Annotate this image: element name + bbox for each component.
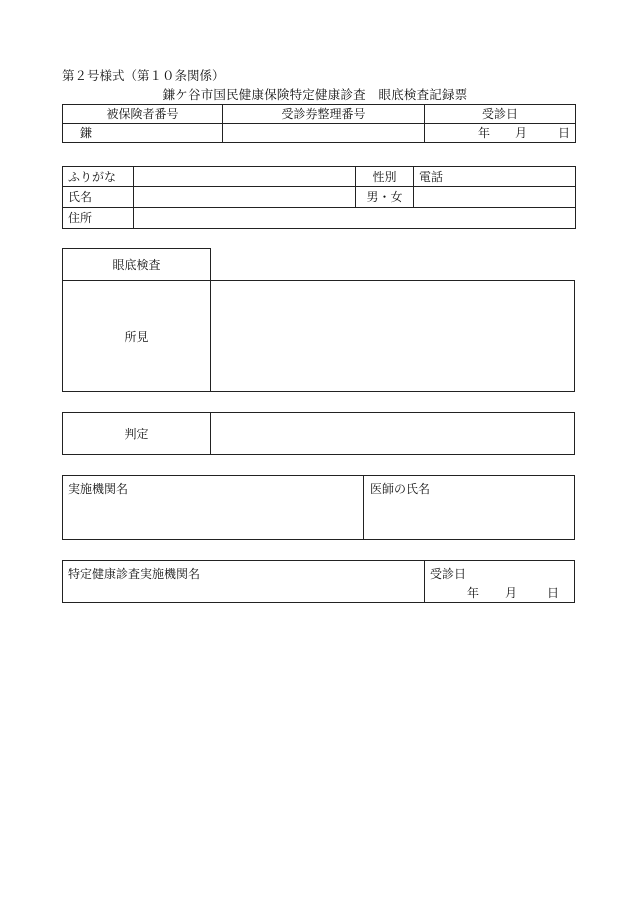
specific-checkup-box	[62, 560, 575, 603]
findings-label: 所見	[124, 329, 149, 344]
exam-year-label: 年	[478, 126, 491, 140]
furigana-label: ふりがな	[63, 167, 134, 187]
facility-box	[62, 475, 575, 540]
findings-label-cell	[63, 281, 211, 391]
findings-field[interactable]	[211, 281, 574, 391]
checkup-facility-label: 特定健康診査実施機関名	[68, 567, 201, 581]
phone-label: 電話	[414, 167, 576, 187]
doctor-name-field[interactable]	[364, 476, 574, 539]
header-table	[62, 104, 576, 143]
voucher-number-header: 受診券整理番号	[223, 105, 425, 124]
exam-date-field[interactable]	[425, 124, 576, 143]
voucher-number-field[interactable]	[223, 124, 425, 143]
checkup-date-label: 受診日	[430, 567, 467, 581]
sex-options[interactable]: 男・女	[356, 187, 414, 208]
page-title: 鎌ケ谷市国民健康保険特定健康診査 眼底検査記録票	[162, 87, 468, 102]
form-number: 第２号様式（第１０条関係）	[62, 68, 225, 83]
address-field[interactable]	[134, 208, 576, 229]
judgment-label: 判定	[124, 427, 149, 441]
checkup-month-label: 月	[505, 586, 518, 600]
insured-number-header: 被保険者番号	[63, 105, 223, 124]
insured-number-field[interactable]	[63, 124, 223, 143]
sex-label: 性別	[356, 167, 414, 187]
facility-name-field[interactable]	[63, 476, 364, 539]
exam-day-label: 日	[558, 126, 571, 140]
name-field[interactable]	[134, 187, 356, 208]
judgment-label-cell	[63, 413, 211, 454]
judgment-box	[62, 412, 575, 455]
exam-month-label: 月	[515, 126, 528, 140]
insured-prefix: 鎌	[80, 126, 93, 140]
address-label: 住所	[63, 208, 134, 229]
fundus-exam-label: 眼底検査	[112, 258, 161, 272]
checkup-facility-field[interactable]	[63, 561, 425, 602]
facility-name-label: 実施機関名	[68, 482, 129, 496]
judgment-field[interactable]	[211, 413, 574, 454]
furigana-field[interactable]	[134, 167, 356, 187]
doctor-name-label: 医師の氏名	[370, 482, 431, 496]
exam-date-header: 受診日	[425, 105, 576, 124]
phone-field[interactable]	[414, 187, 576, 208]
personal-info-table	[62, 166, 576, 229]
checkup-date-field[interactable]	[425, 561, 574, 602]
checkup-day-label: 日	[547, 586, 560, 600]
fundus-exam-label-box	[62, 248, 211, 281]
name-label: 氏名	[63, 187, 134, 208]
checkup-year-label: 年	[467, 586, 480, 600]
findings-box	[62, 280, 575, 392]
